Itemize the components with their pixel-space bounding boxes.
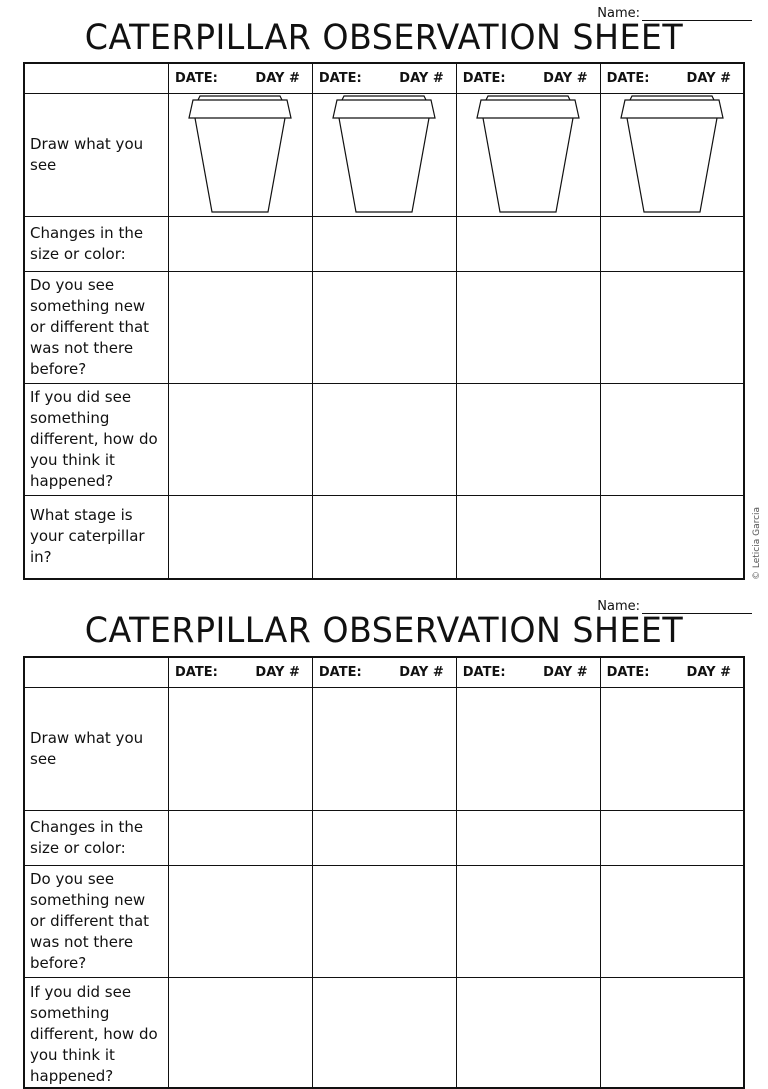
date-label: DATE: bbox=[462, 665, 506, 680]
row-label-how bbox=[24, 977, 169, 1088]
sheet-title: CATERPILLAR OBSERVATION SHEET bbox=[84, 611, 684, 651]
answer-cell[interactable] bbox=[456, 383, 600, 495]
day-label: DAY # bbox=[543, 71, 588, 86]
copyright-text: © Leticia Garcia bbox=[752, 506, 762, 580]
name-label: Name: bbox=[597, 599, 640, 614]
day-label: DAY # bbox=[255, 71, 300, 86]
date-label: DATE: bbox=[606, 665, 650, 680]
observation-table bbox=[23, 62, 745, 580]
answer-cell[interactable] bbox=[456, 216, 600, 271]
drawing-cell[interactable] bbox=[456, 687, 600, 810]
drawing-cell[interactable] bbox=[312, 93, 456, 216]
answer-cell[interactable] bbox=[456, 977, 600, 1088]
corner-cell bbox=[24, 657, 169, 687]
header-cell[interactable] bbox=[312, 63, 456, 93]
answer-cell[interactable] bbox=[169, 865, 313, 977]
date-label: DATE: bbox=[462, 71, 506, 86]
drawing-cell[interactable] bbox=[456, 93, 600, 216]
day-label: DAY # bbox=[543, 665, 588, 680]
row-label-changes: Changes in the size or color: bbox=[24, 810, 169, 865]
row-label-draw: Draw what you see bbox=[24, 93, 169, 216]
header-cell[interactable] bbox=[312, 657, 456, 687]
header-cell[interactable] bbox=[456, 657, 600, 687]
drawing-cell[interactable] bbox=[312, 687, 456, 810]
day-label: DAY # bbox=[686, 71, 731, 86]
answer-cell[interactable] bbox=[600, 495, 744, 579]
answer-cell[interactable] bbox=[312, 383, 456, 495]
day-label: DAY # bbox=[399, 71, 444, 86]
answer-cell[interactable] bbox=[312, 216, 456, 271]
answer-cell[interactable] bbox=[312, 271, 456, 383]
cup-outline-icon bbox=[323, 94, 445, 216]
answer-cell[interactable] bbox=[600, 271, 744, 383]
name-label: Name: bbox=[597, 6, 640, 21]
date-label: DATE: bbox=[175, 71, 218, 86]
header-cell[interactable] bbox=[600, 657, 744, 687]
answer-cell[interactable] bbox=[456, 865, 600, 977]
cup-outline-icon bbox=[467, 94, 589, 216]
day-label: DAY # bbox=[686, 665, 731, 680]
row-label-stage: What stage is your caterpillar in? bbox=[24, 495, 169, 579]
answer-cell[interactable] bbox=[169, 383, 313, 495]
answer-cell[interactable] bbox=[600, 977, 744, 1088]
answer-cell[interactable] bbox=[456, 271, 600, 383]
answer-cell[interactable] bbox=[169, 495, 313, 579]
answer-cell[interactable] bbox=[312, 495, 456, 579]
drawing-cell[interactable] bbox=[600, 93, 744, 216]
date-label: DATE: bbox=[318, 665, 362, 680]
corner-cell bbox=[24, 63, 169, 93]
answer-cell[interactable] bbox=[169, 271, 313, 383]
header-cell[interactable] bbox=[600, 63, 744, 93]
header-cell[interactable] bbox=[169, 63, 313, 93]
answer-cell[interactable] bbox=[312, 865, 456, 977]
row-label-draw: Draw what you see bbox=[24, 687, 169, 810]
row-label-how-text: If you did see something different, how do you think it happened? bbox=[30, 982, 158, 1085]
row-label-how: If you did see something different, how do you think it happened? bbox=[24, 383, 169, 495]
answer-cell[interactable] bbox=[600, 865, 744, 977]
answer-cell[interactable] bbox=[169, 977, 313, 1088]
cup-outline-icon bbox=[611, 94, 733, 216]
drawing-cell[interactable] bbox=[600, 687, 744, 810]
header-cell[interactable] bbox=[456, 63, 600, 93]
date-label: DATE: bbox=[318, 71, 362, 86]
sheet-title: CATERPILLAR OBSERVATION SHEET bbox=[84, 18, 684, 58]
answer-cell[interactable] bbox=[312, 977, 456, 1088]
drawing-cell[interactable] bbox=[169, 687, 313, 810]
row-label-changes: Changes in the size or color: bbox=[24, 216, 169, 271]
answer-cell[interactable] bbox=[312, 810, 456, 865]
drawing-cell[interactable] bbox=[169, 93, 313, 216]
row-label-new: Do you see something new or different that was not there before? bbox=[24, 271, 169, 383]
date-label: DATE: bbox=[606, 71, 650, 86]
answer-cell[interactable] bbox=[600, 216, 744, 271]
day-label: DAY # bbox=[399, 665, 444, 680]
answer-cell[interactable] bbox=[169, 216, 313, 271]
answer-cell[interactable] bbox=[600, 810, 744, 865]
date-label: DATE: bbox=[175, 665, 218, 680]
answer-cell[interactable] bbox=[600, 383, 744, 495]
cup-outline-icon bbox=[179, 94, 301, 216]
header-cell[interactable] bbox=[169, 657, 313, 687]
day-label: DAY # bbox=[255, 665, 300, 680]
answer-cell[interactable] bbox=[169, 810, 313, 865]
answer-cell[interactable] bbox=[456, 495, 600, 579]
row-label-new: Do you see something new or different that was not there before? bbox=[24, 865, 169, 977]
answer-cell[interactable] bbox=[456, 810, 600, 865]
